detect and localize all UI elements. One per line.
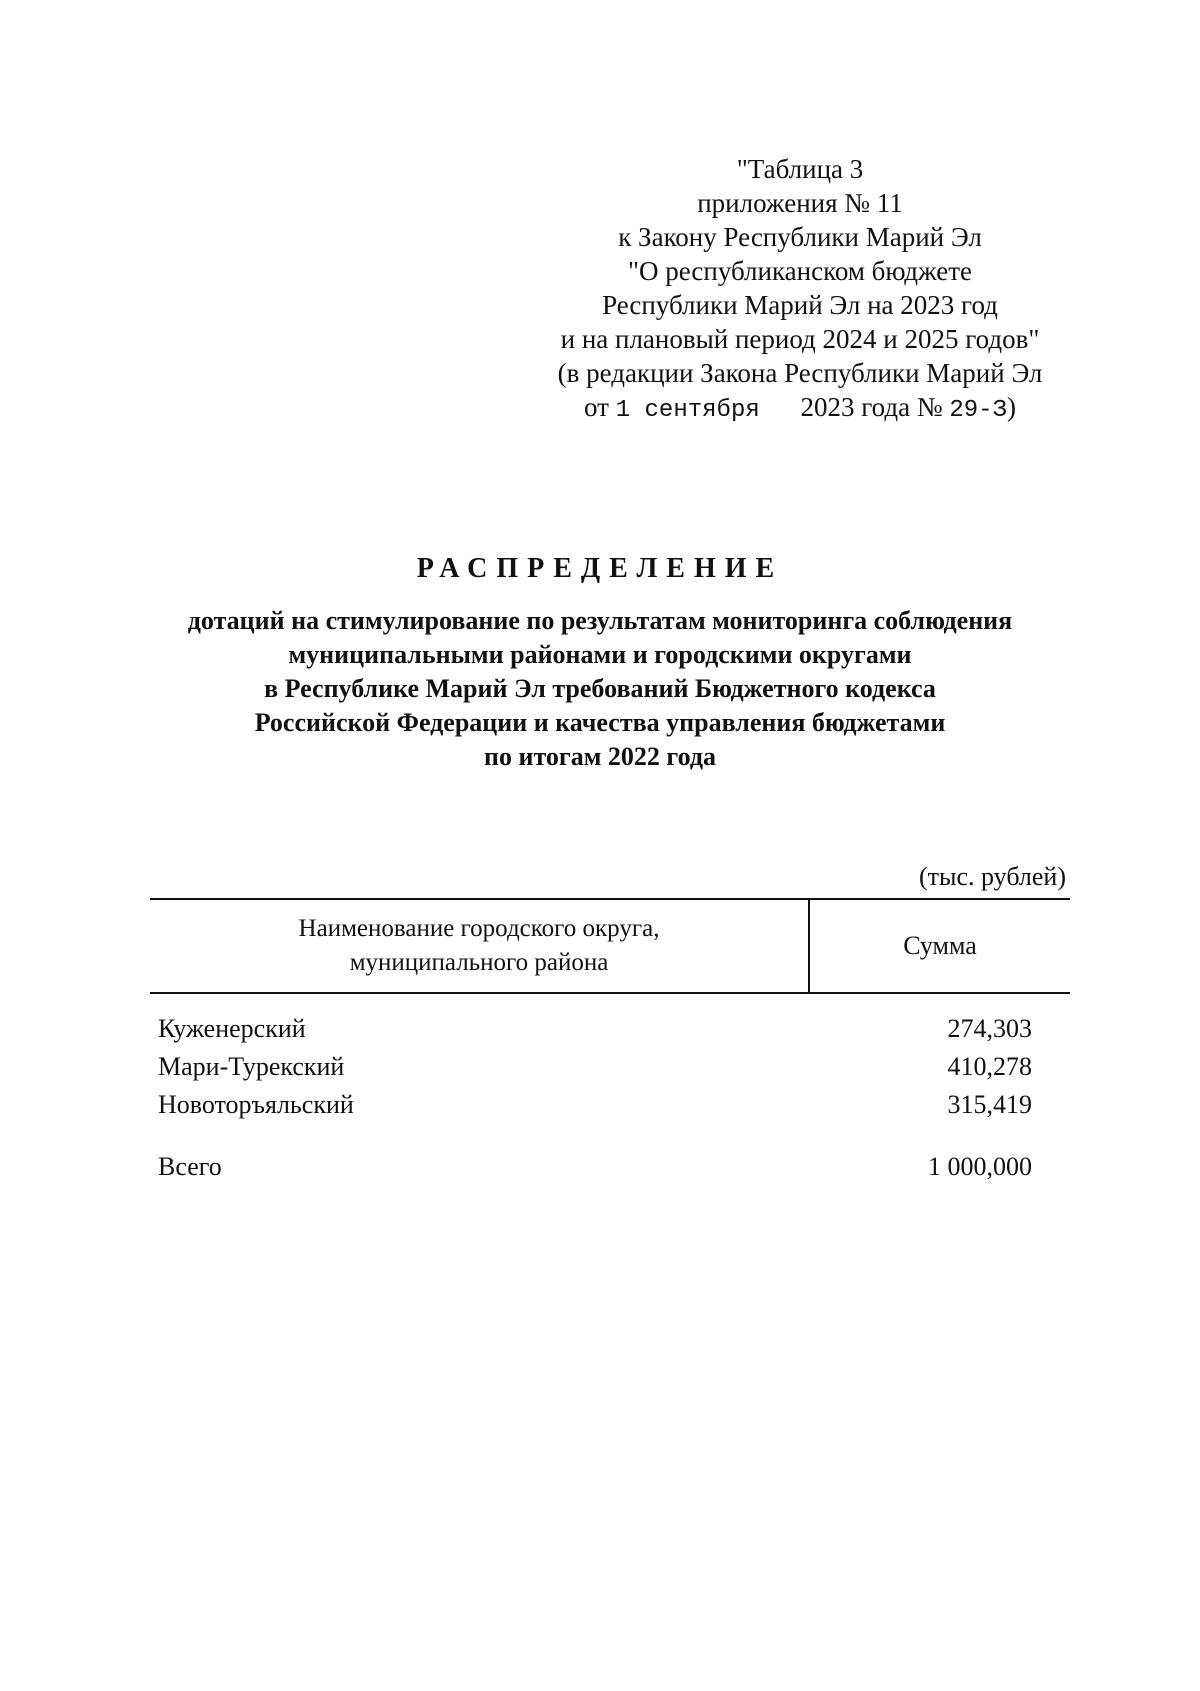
header-name-column: [150, 900, 810, 992]
total-value: 1 000,000: [928, 1152, 1032, 1181]
row-value: 410,278: [947, 1052, 1032, 1081]
appendix-line: к Закону Республики Марий Эл: [618, 222, 982, 252]
law-year: 2023 года №: [800, 392, 943, 422]
table-row: [150, 1052, 1070, 1090]
subtitle-line: по итогам 2022 года: [484, 742, 716, 771]
appendix-line: Республики Марий Эл на 2023 год: [602, 290, 998, 320]
law-date-line: [540, 390, 1060, 428]
table-row: [150, 1014, 1070, 1052]
row-value: 274,303: [947, 1014, 1032, 1043]
document-subtitle: [100, 604, 1100, 774]
row-name: Мари-Турекский: [158, 1052, 345, 1081]
row-name: Новоторъяльский: [158, 1090, 354, 1119]
units-label: (тыс. рублей): [918, 862, 1066, 891]
subtitle-line: дотаций на стимулирование по результатам мониторинга соблюдения: [187, 606, 1013, 635]
subtitle-line: муниципальными районами и городскими округами: [288, 640, 912, 669]
law-date-suffix: ): [1006, 392, 1016, 422]
appendix-reference: [540, 152, 1060, 428]
law-date-prefix: от: [584, 392, 609, 422]
subtitle-line: Российской Федерации и качества управления бюджетами: [254, 708, 946, 737]
distribution-table: [150, 898, 1070, 1181]
header-name-line: Наименование городского округа,: [298, 915, 660, 942]
law-date: 1 сентября: [615, 397, 760, 424]
appendix-line: (в редакции Закона Республики Марий Эл: [557, 358, 1043, 388]
law-number: 29-З: [949, 397, 1007, 424]
header-name-line: муниципального района: [349, 949, 609, 976]
total-label: Всего: [158, 1152, 222, 1181]
table-body: [150, 1014, 1070, 1190]
appendix-line: "О республиканском бюджете: [627, 256, 973, 286]
appendix-line: и на плановый период 2024 и 2025 годов": [560, 324, 1040, 354]
appendix-line: приложения № 11: [697, 188, 903, 218]
table-row: [150, 1090, 1070, 1128]
table-header: [150, 898, 1070, 994]
header-sum-column: Сумма: [903, 931, 977, 960]
subtitle-line: в Республике Марий Эл требований Бюджетного кодекса: [264, 674, 936, 703]
appendix-line: "Таблица 3: [736, 154, 864, 184]
document-title: РАСПРЕДЕЛЕНИЕ: [416, 553, 784, 584]
row-name: Куженерский: [158, 1014, 306, 1043]
total-row: [150, 1152, 1070, 1190]
row-value: 315,419: [947, 1090, 1032, 1119]
